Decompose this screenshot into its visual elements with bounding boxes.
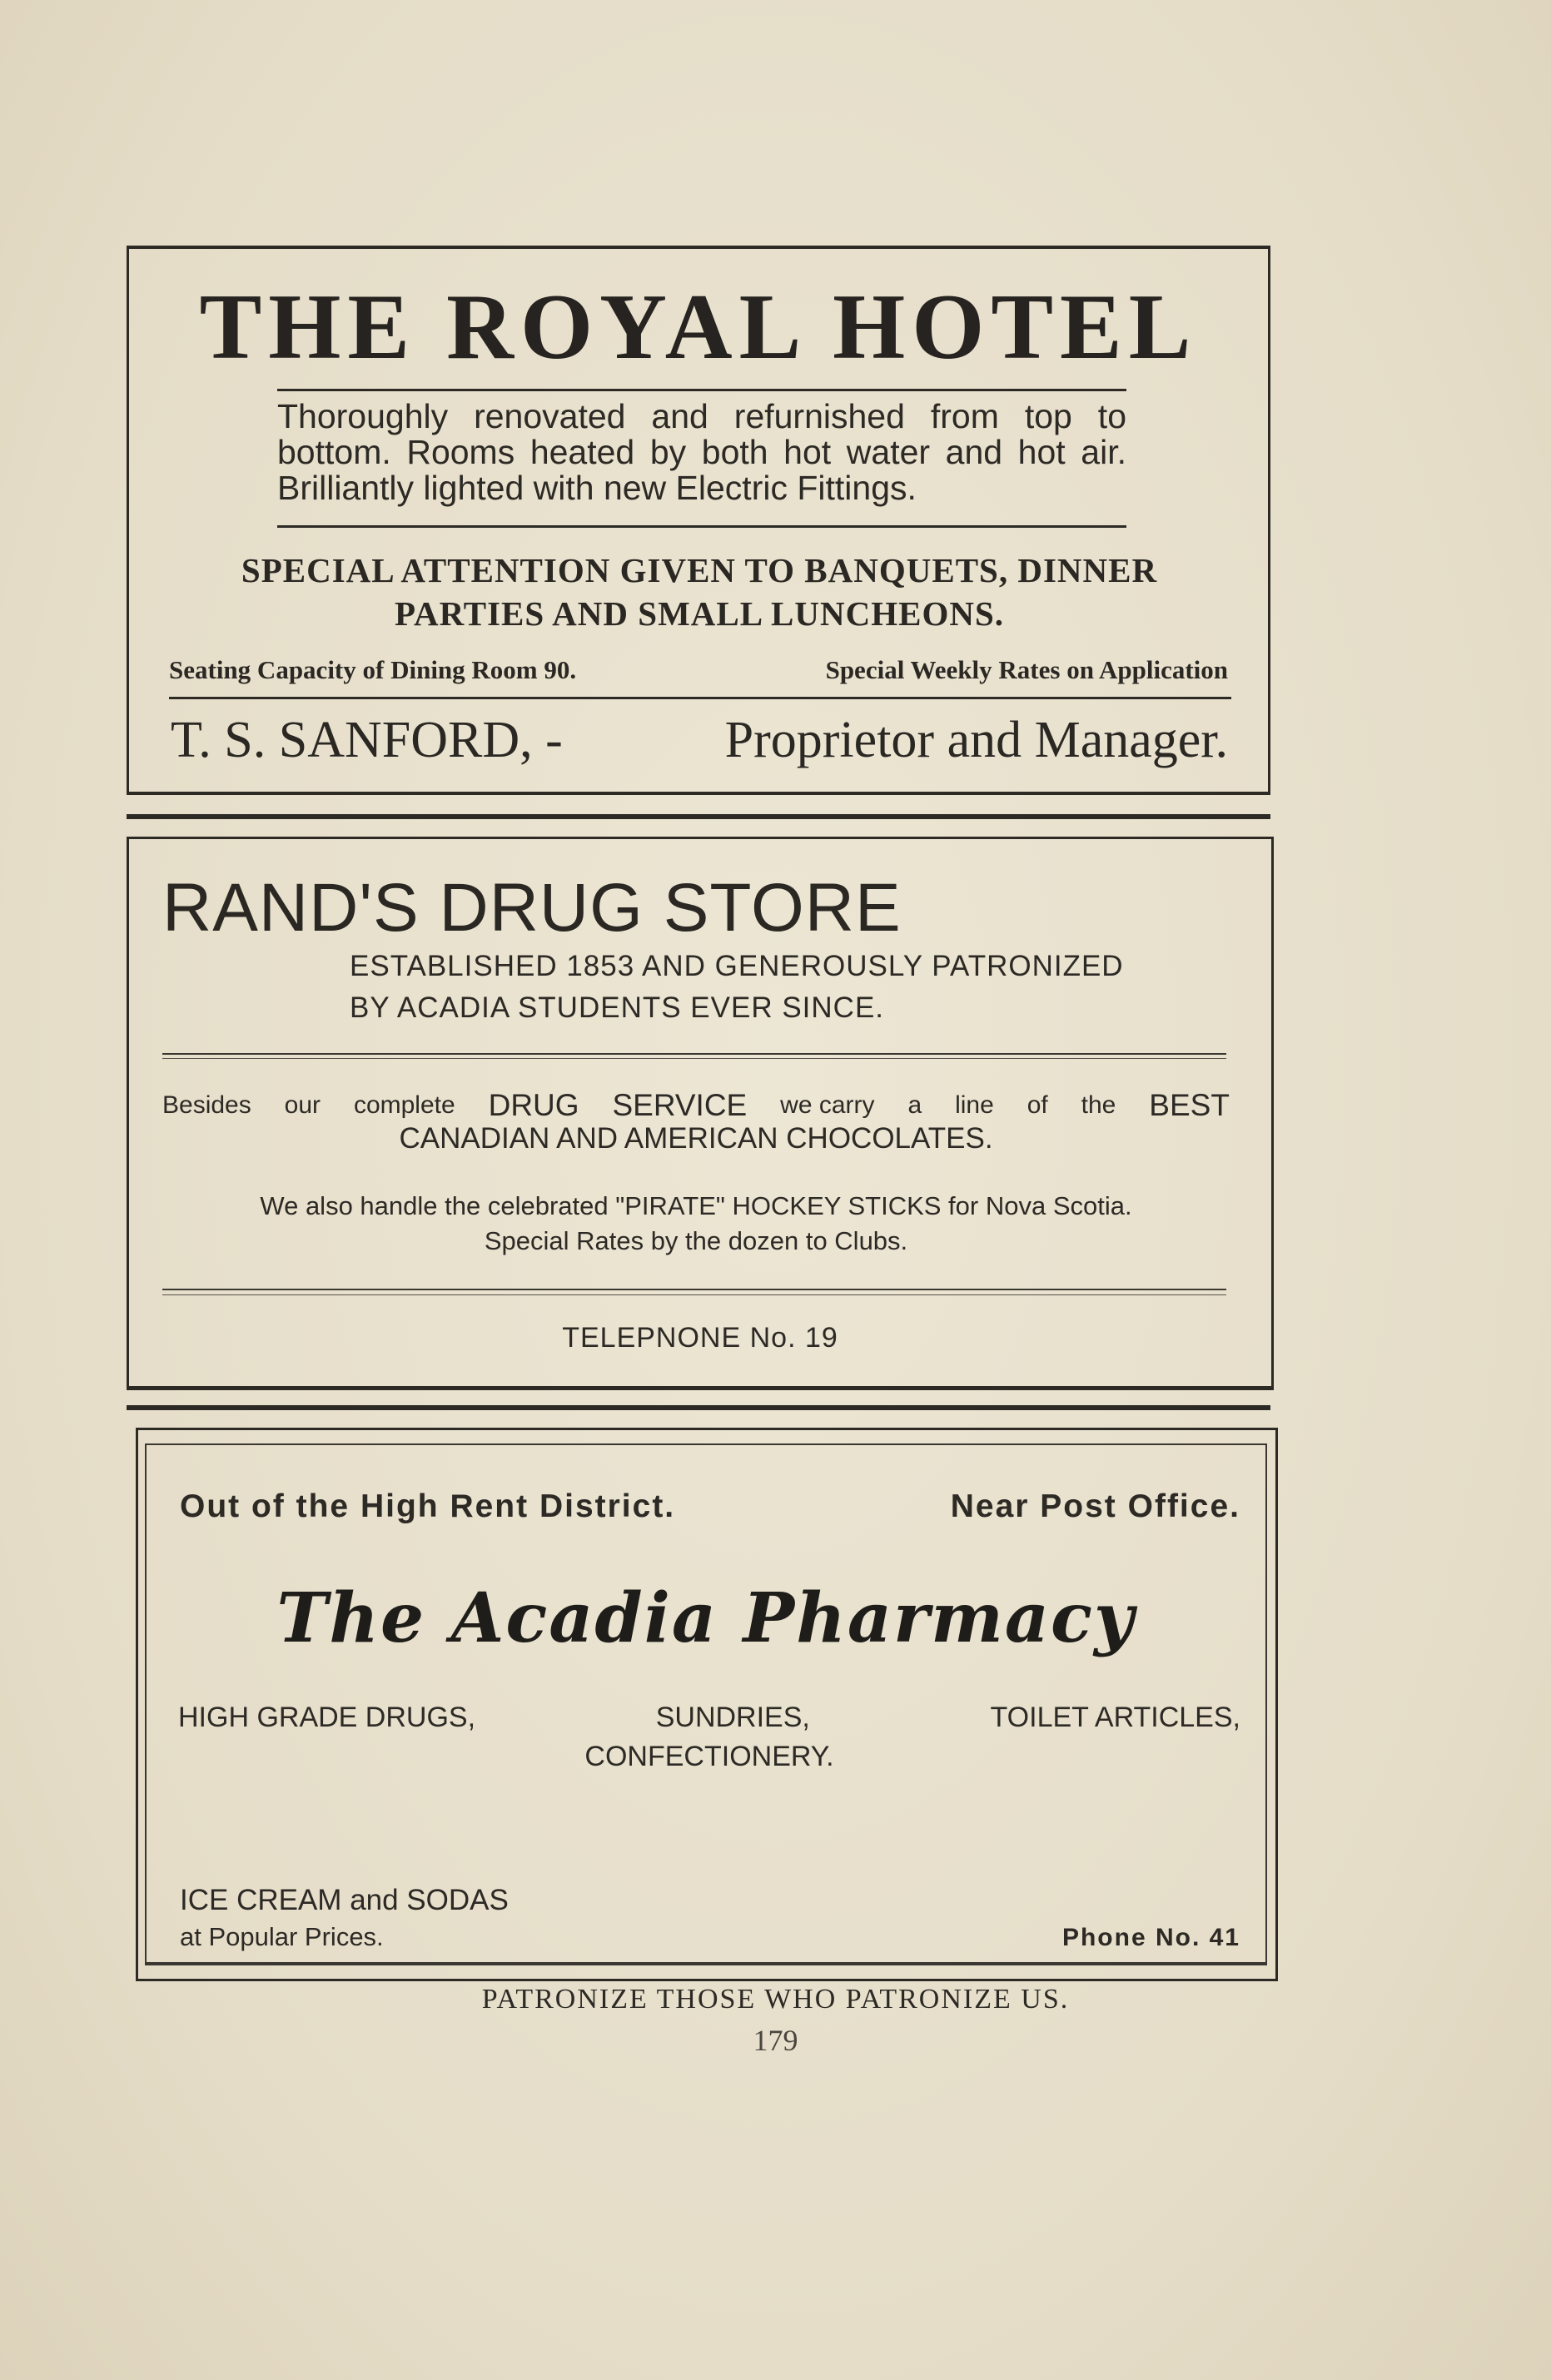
word: Besides	[162, 1091, 251, 1119]
hotel-title: THE ROYAL HOTEL	[199, 276, 1198, 379]
hotel-proprietor-role: Proprietor and Manager.	[724, 712, 1228, 768]
divider	[162, 1053, 1226, 1055]
pharmacy-product: CONFECTIONERY.	[584, 1741, 834, 1772]
hotel-description: Thoroughly renovated and refurnished from top to bottom. Rooms heated by both hot water and hot air. Brilliantly lighted with new Electric Fittings.	[277, 397, 1126, 507]
inner-frame	[145, 1443, 1267, 1965]
hotel-proprietor: T. S. SANFORD, -	[171, 712, 563, 768]
section-separator	[127, 814, 1270, 819]
word: the	[1081, 1091, 1116, 1119]
acadia-pharmacy-ad	[136, 1428, 1278, 1981]
divider	[162, 1294, 1226, 1295]
divider	[169, 697, 1231, 699]
hotel-special-line: PARTIES AND SMALL LUNCHEONS.	[394, 594, 1005, 633]
pharmacy-title: The Acadia Pharmacy	[276, 1578, 1136, 1658]
rands-chocolates-line	[162, 1089, 1230, 1122]
divider	[162, 1058, 1226, 1059]
pharmacy-product: TOILET ARTICLES,	[990, 1702, 1240, 1733]
hotel-special-line: SPECIAL ATTENTION GIVEN TO BANQUETS, DINNER	[241, 551, 1158, 589]
word: our	[284, 1091, 321, 1119]
word: we carry	[780, 1091, 875, 1119]
divider	[277, 389, 1126, 391]
rands-telephone: TELEPNONE No. 19	[562, 1322, 838, 1354]
rands-chocolates-line: CANADIAN AND AMERICAN CHOCOLATES.	[399, 1122, 993, 1155]
word: SERVICE	[612, 1088, 748, 1122]
pharmacy-product: HIGH GRADE DRUGS,	[178, 1702, 476, 1733]
divider	[162, 1289, 1226, 1290]
footer-slogan: PATRONIZE THOSE WHO PATRONIZE US.	[481, 1984, 1070, 2015]
pharmacy-ice-cream-line: ICE CREAM and SODAS	[180, 1884, 509, 1916]
word: DRUG	[488, 1088, 579, 1122]
pharmacy-product: SUNDRIES,	[655, 1702, 810, 1733]
word: line	[955, 1091, 994, 1119]
word: complete	[353, 1091, 455, 1119]
word: of	[1027, 1091, 1048, 1119]
pharmacy-ice-cream	[180, 1882, 509, 1955]
rands-title: RAND'S DRUG STORE	[162, 870, 902, 946]
rands-established	[350, 946, 1124, 1029]
rands-established-line: ESTABLISHED 1853 AND GENEROUSLY PATRONIZED	[350, 950, 1124, 982]
pharmacy-products-row	[178, 1702, 1240, 1734]
page-number: 179	[753, 2024, 798, 2057]
pharmacy-ice-cream-line: at Popular Prices.	[180, 1922, 384, 1951]
word: a	[907, 1091, 922, 1119]
rands-hockey-sticks-text	[162, 1189, 1230, 1259]
pharmacy-location-note: Out of the High Rent District.	[180, 1488, 676, 1524]
pharmacy-products	[178, 1702, 1240, 1773]
rands-hockey-line: We also handle the celebrated "PIRATE" HOCKEY STICKS for Nova Scotia.	[260, 1191, 1132, 1220]
hotel-special-attention	[162, 549, 1236, 635]
royal-hotel-ad	[127, 246, 1270, 795]
hotel-seating-capacity: Seating Capacity of Dining Room 90.	[169, 655, 577, 684]
rands-hockey-line: Special Rates by the dozen to Clubs.	[484, 1226, 908, 1255]
divider	[277, 525, 1126, 528]
rands-chocolates-text	[162, 1089, 1230, 1155]
rands-established-line: BY ACADIA STUDENTS EVER SINCE.	[350, 991, 885, 1024]
hotel-weekly-rates: Special Weekly Rates on Application	[825, 655, 1228, 684]
section-separator	[127, 1405, 1270, 1410]
pharmacy-near-post-office: Near Post Office.	[950, 1488, 1240, 1524]
word: BEST	[1149, 1088, 1230, 1122]
rands-drug-store-ad	[127, 837, 1274, 1390]
pharmacy-phone: Phone No. 41	[1061, 1924, 1240, 1951]
